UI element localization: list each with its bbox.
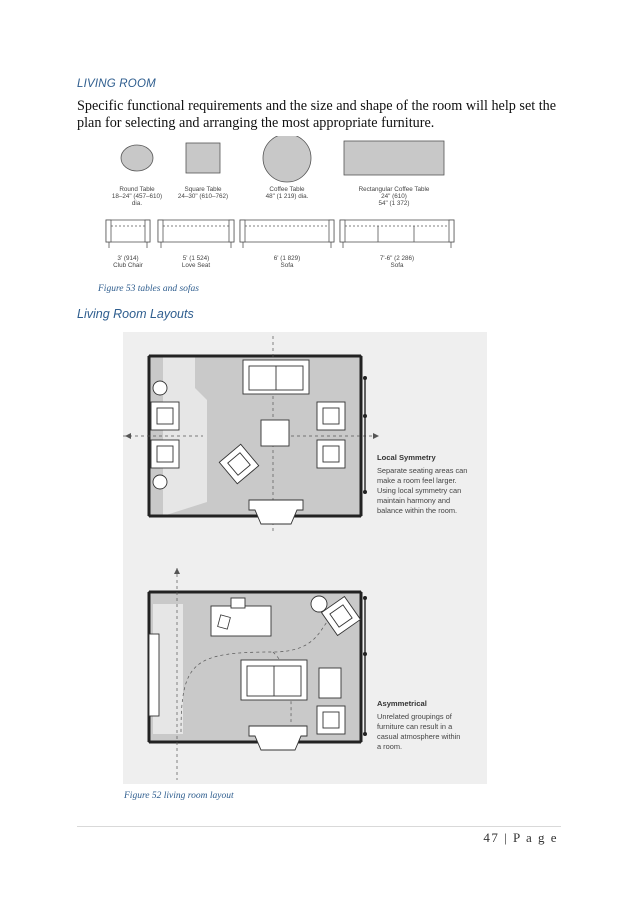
table-dim: 24–30" (610–762) (177, 193, 229, 200)
note-line: Unrelated groupings of (377, 712, 452, 721)
sofa-top (243, 360, 309, 394)
seating-labels (113, 255, 414, 269)
table-name: Coffee Table (269, 186, 305, 193)
note-line: balance within the room. (377, 506, 458, 515)
love-seat (158, 220, 234, 248)
living-room-layouts-figure (123, 332, 487, 784)
note-line: make a room feel larger. (377, 476, 457, 485)
note-line: casual atmosphere within (377, 732, 461, 741)
coffee-table (261, 420, 289, 446)
intro-paragraph: Specific functional requirements and the size and shape of the room will help set the plan for selecting and arranging the most appropriate furniture. (77, 98, 557, 131)
seat-size: 7'-6" (2 286) (379, 255, 415, 262)
sofa-7ft6 (340, 220, 454, 248)
page-footer (483, 830, 558, 846)
layouts-heading: Living Room Layouts (77, 307, 194, 321)
table-dim: 54" (1 372) (378, 200, 410, 207)
seat-name: Sofa (280, 262, 294, 269)
note-line: a room. (377, 742, 403, 751)
coffee-table-round (263, 136, 311, 182)
seat-size: 3' (914) (117, 255, 139, 262)
seating-shapes (106, 220, 454, 248)
seat-name: Club Chair (113, 262, 143, 269)
table-dim: dia. (131, 200, 143, 207)
note-title: Asymmetrical (377, 699, 427, 708)
note-line: Separate seating areas can (377, 466, 468, 475)
note-line: maintain harmony and (377, 496, 451, 505)
seat-size: 6' (1 829) (273, 255, 301, 262)
coffee-table-rectangular (344, 141, 444, 175)
sofa-6ft (240, 220, 334, 248)
note-line: Using local symmetry can (377, 486, 462, 495)
club-chair (106, 220, 150, 248)
note-line: furniture can result in a (377, 722, 453, 731)
tables-and-sofas-figure (102, 136, 460, 276)
table-labels (112, 186, 430, 207)
table-shapes (121, 136, 444, 182)
table-dim: 24" (610) (381, 193, 407, 200)
section-title: LIVING ROOM (77, 78, 156, 90)
seat-size: 5' (1 524) (182, 255, 210, 262)
footer-divider (77, 826, 561, 827)
table-dim: 48" (1 219) dia. (265, 193, 309, 200)
page-separator: | (504, 830, 509, 845)
table-name: Square Table (184, 186, 222, 193)
page-word: P a g e (512, 830, 558, 845)
seat-name: Sofa (390, 262, 404, 269)
round-table (121, 145, 153, 171)
sofa-middle (241, 660, 307, 700)
note-title: Local Symmetry (377, 453, 436, 462)
seat-name: Love Seat (181, 262, 211, 269)
page-number: 47 (483, 830, 500, 845)
figure53-caption: Figure 53 tables and sofas (98, 284, 199, 294)
table-name: Rectangular Coffee Table (358, 186, 430, 193)
figure52-caption: Figure 52 living room layout (124, 791, 234, 801)
square-table (186, 143, 220, 173)
table-dim: 18–24" (457–610) (111, 193, 163, 200)
table-name: Round Table (119, 186, 155, 193)
